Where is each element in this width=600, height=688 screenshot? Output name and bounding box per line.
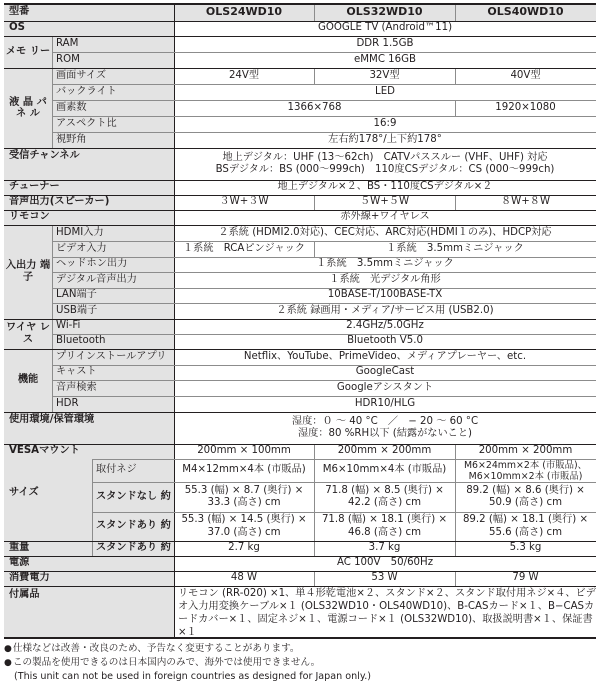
category-consumption: 消費電力 [4, 571, 174, 586]
viewing-value: 左右約178°/上下約178° [174, 132, 596, 148]
category-vesa: VESAマウント [4, 444, 174, 459]
screen-size-label: 画面サイズ [52, 68, 174, 84]
headphone-value: １系統 3.5mmミニジャック [174, 257, 596, 272]
grid-vline [314, 195, 315, 210]
grid-hline-sub [52, 303, 596, 304]
cast-value: GoogleCast [174, 365, 596, 380]
grid-vline [314, 3, 315, 21]
remote-value: 赤外線+ワイヤレス [174, 210, 596, 225]
aspect-label: アスペクト比 [52, 116, 174, 132]
footnote-2 [4, 656, 596, 670]
footnotes [4, 642, 596, 683]
no-stand-label: スタンドなし 約 [92, 482, 174, 512]
grid-hline-sub [52, 334, 596, 335]
lan-label: LAN端子 [52, 288, 174, 303]
vesa-24: 200mm × 100mm [174, 444, 314, 459]
grid-hline [4, 571, 596, 572]
grid-hline [4, 586, 596, 587]
env-line-temperature: 湿度：０ 〜 40 °C ／ − 20 〜 60 °C [291, 415, 479, 427]
screen-size-24: 24V型 [174, 68, 314, 84]
category-size: サイズ [4, 482, 92, 504]
grid-hline-sub [52, 365, 596, 366]
grid-hline [4, 444, 596, 445]
video-in-24: １系統 RCAピンジャック [174, 241, 314, 257]
apps-label: プリインストールアプリ [52, 349, 174, 365]
pixels-label: 画素数 [52, 100, 174, 116]
apps-value: Netflix、YouTube、PrimeVideo、メディアプレーヤー、etc. [174, 349, 596, 365]
weight-24: 2.7 kg [174, 541, 314, 556]
accessories-value: リモコン (RR-020) ×1、単４形乾電池×２、スタンド×２、スタンド取付用ネジ×４、ビデオ入力用変換ケーブル×１ (OLS32WD10・OLS40WD10)、B-CASカード×１、B−CASカードカバー×１、固定ネジ×１、電源コード×１ (OLS32WD10)、取扱説明書×１、保証書×１ [174, 586, 596, 639]
grid-hline-sub [52, 100, 596, 101]
spec-table [4, 3, 596, 639]
grid-hline-sub [52, 396, 596, 397]
grid-vline [455, 100, 456, 116]
footnote-text: この製品を使用できるのは日本国内のみで、海外では使用できません。 [12, 657, 321, 668]
grid-hline-sub [92, 459, 596, 460]
screen-size-32: 32V型 [314, 68, 455, 84]
lan-value: 10BASE-T/100BASE-TX [174, 288, 596, 303]
consumption-40: 79 W [455, 571, 596, 586]
grid-hline-sub [52, 380, 596, 381]
vesa-32: 200mm × 200mm [314, 444, 455, 459]
model-name-24: OLS24WD10 [174, 3, 314, 21]
category-power: 電源 [4, 556, 174, 571]
category-functions: 機能 [4, 349, 52, 412]
grid-hline [4, 3, 596, 5]
pixels-24-32: 1366×768 [174, 100, 455, 116]
category-receive: 受信チャンネル [4, 148, 174, 180]
no-stand-40: 89.2 (幅) × 8.6 (奥行) × 50.9 (高さ) cm [455, 482, 596, 512]
rom-label: ROM [52, 52, 174, 68]
grid-hline [4, 541, 596, 542]
consumption-24: 48 W [174, 571, 314, 586]
grid-hline [4, 180, 596, 181]
with-stand-32: 71.8 (幅) × 18.1 (奥行) × 46.8 (高さ) cm [314, 512, 455, 541]
env-line-humidity: 湿度：80 %RH以下 (結露がないこと) [297, 428, 473, 439]
os-value: GOOGLE TV (Android™11) [174, 21, 596, 36]
bluetooth-value: Bluetooth V5.0 [174, 334, 596, 349]
grid-hline [4, 225, 596, 226]
category-accessories: 付属品 [4, 586, 174, 639]
footnote-1 [4, 642, 596, 656]
grid-vline [52, 68, 53, 148]
grid-vline [455, 571, 456, 586]
category-os: OS [4, 21, 174, 36]
rom-value: eMMC 16GB [174, 52, 596, 68]
hdr-label: HDR [52, 396, 174, 412]
grid-vline [174, 3, 175, 639]
audio-24: ３W+３W [174, 195, 314, 210]
receive-value [174, 148, 596, 180]
headphone-label: ヘッドホン出力 [52, 257, 174, 272]
model-name-40: OLS40WD10 [455, 3, 596, 21]
backlight-value: LED [174, 84, 596, 100]
screw-40: M6×24mm×2本 (市販品)、M6×10mm×2本 (市販品) [455, 459, 596, 482]
screw-24: M4×12mm×4本 (市販品) [174, 459, 314, 482]
no-stand-24: 55.3 (幅) × 8.7 (奥行) × 33.3 (高さ) cm [174, 482, 314, 512]
env-value [174, 412, 596, 444]
wifi-label: Wi-Fi [52, 319, 174, 334]
grid-hline [4, 349, 596, 350]
grid-hline-sub [92, 482, 596, 483]
digital-audio-label: デジタル音声出力 [52, 272, 174, 288]
grid-hline-sub [52, 288, 596, 289]
vesa-40: 200mm × 200mm [455, 444, 596, 459]
grid-hline [4, 148, 596, 149]
backlight-label: バックライト [52, 84, 174, 100]
with-stand-40: 89.2 (幅) × 18.1 (奥行) × 55.6 (高さ) cm [455, 512, 596, 541]
category-memory: メモ リー [4, 36, 52, 68]
audio-32: ５W+５W [314, 195, 455, 210]
category-wireless: ワイヤ レス [4, 319, 52, 349]
video-in-32-40: １系統 3.5mmミニジャック [314, 241, 596, 257]
grid-hline-sub [52, 257, 596, 258]
category-audio: 音声出力(スピーカー) [4, 195, 174, 210]
grid-hline-sub [52, 84, 596, 85]
grid-hline [4, 21, 596, 22]
grid-hline-sub [52, 116, 596, 117]
category-tuner: チューナー [4, 180, 174, 195]
category-io: 入出力 端子 [4, 225, 52, 319]
grid-vline [455, 444, 456, 556]
video-in-label: ビデオ入力 [52, 241, 174, 257]
model-header-label: 型番 [4, 3, 174, 21]
grid-hline-sub [52, 241, 596, 242]
voice-value: Googleアシスタント [174, 380, 596, 396]
voice-label: 音声検索 [52, 380, 174, 396]
with-stand-label: スタンドあり 約 [92, 512, 174, 541]
consumption-32: 53 W [314, 571, 455, 586]
grid-hline [4, 195, 596, 196]
grid-vline [314, 444, 315, 556]
grid-hline-sub [52, 272, 596, 273]
bullet-icon: ● [4, 658, 12, 668]
grid-hline [4, 637, 596, 639]
bullet-icon: ● [4, 644, 12, 654]
grid-hline [4, 210, 596, 211]
grid-hline-sub [92, 512, 596, 513]
model-name-32: OLS32WD10 [314, 3, 455, 21]
usb-label: USB端子 [52, 303, 174, 319]
hdmi-label: HDMI入力 [52, 225, 174, 241]
footnote-3 [4, 670, 596, 683]
screw-label: 取付ネジ [92, 459, 174, 482]
receive-line-bs-cs: BSデジタル：BS (000〜999ch) 110度CSデジタル：CS (000〜999ch) [215, 164, 555, 175]
ram-value: DDR 1.5GB [174, 36, 596, 52]
weight-32: 3.7 kg [314, 541, 455, 556]
tuner-value: 地上デジタル×２、BS・110度CSデジタル×２ [174, 180, 596, 195]
footnote-text: (This unit can not be used in foreign countries as designed for Japan only.) [14, 671, 371, 682]
viewing-label: 視野角 [52, 132, 174, 148]
grid-vline [455, 68, 456, 84]
grid-hline [4, 556, 596, 557]
category-remote: リモコン [4, 210, 174, 225]
grid-hline [4, 319, 596, 320]
bluetooth-label: Bluetooth [52, 334, 174, 349]
cast-label: キャスト [52, 365, 174, 380]
grid-hline-sub [52, 132, 596, 133]
grid-vline [455, 3, 456, 21]
grid-hline-sub [52, 52, 596, 53]
category-panel: 液 晶 パ ネ ル [4, 68, 52, 148]
screen-size-40: 40V型 [455, 68, 596, 84]
grid-hline [4, 412, 596, 413]
grid-hline [4, 36, 596, 37]
ram-label: RAM [52, 36, 174, 52]
grid-hline [4, 68, 596, 69]
weight-40: 5.3 kg [455, 541, 596, 556]
category-weight: 重量 [4, 541, 92, 556]
grid-vline [314, 68, 315, 84]
footnote-text: 仕様などは改善・改良のため、予告なく変更することがあります。 [12, 643, 300, 654]
no-stand-32: 71.8 (幅) × 8.5 (奥行) × 42.2 (高さ) cm [314, 482, 455, 512]
wifi-value: 2.4GHz/5.0GHz [174, 319, 596, 334]
aspect-value: 16:9 [174, 116, 596, 132]
audio-40: ８W+８W [455, 195, 596, 210]
grid-vline [314, 241, 315, 257]
hdmi-value: ２系統 (HDMI2.0対応)、CEC対応、ARC対応(HDMI１のみ)、HDCP対応 [174, 225, 596, 241]
grid-vline [455, 195, 456, 210]
with-stand-24: 55.3 (幅) × 14.5 (奥行) × 37.0 (高さ) cm [174, 512, 314, 541]
grid-vline [314, 571, 315, 586]
category-env: 使用環境/保管環境 [4, 412, 174, 444]
usb-value: ２系統 録画用・メディア/サービス用 (USB2.0) [174, 303, 596, 319]
power-value: AC 100V 50/60Hz [174, 556, 596, 571]
weight-label: スタンドあり 約 [92, 541, 174, 556]
hdr-value: HDR10/HLG [174, 396, 596, 412]
screw-32: M6×10mm×4本 (市販品) [314, 459, 455, 482]
receive-line-terrestrial: 地上デジタル：UHF (13〜62ch) CATVパススルー (VHF、UHF) 対応 [222, 151, 548, 163]
pixels-40: 1920×1080 [455, 100, 596, 116]
digital-audio-value: １系統 光デジタル角形 [174, 272, 596, 288]
